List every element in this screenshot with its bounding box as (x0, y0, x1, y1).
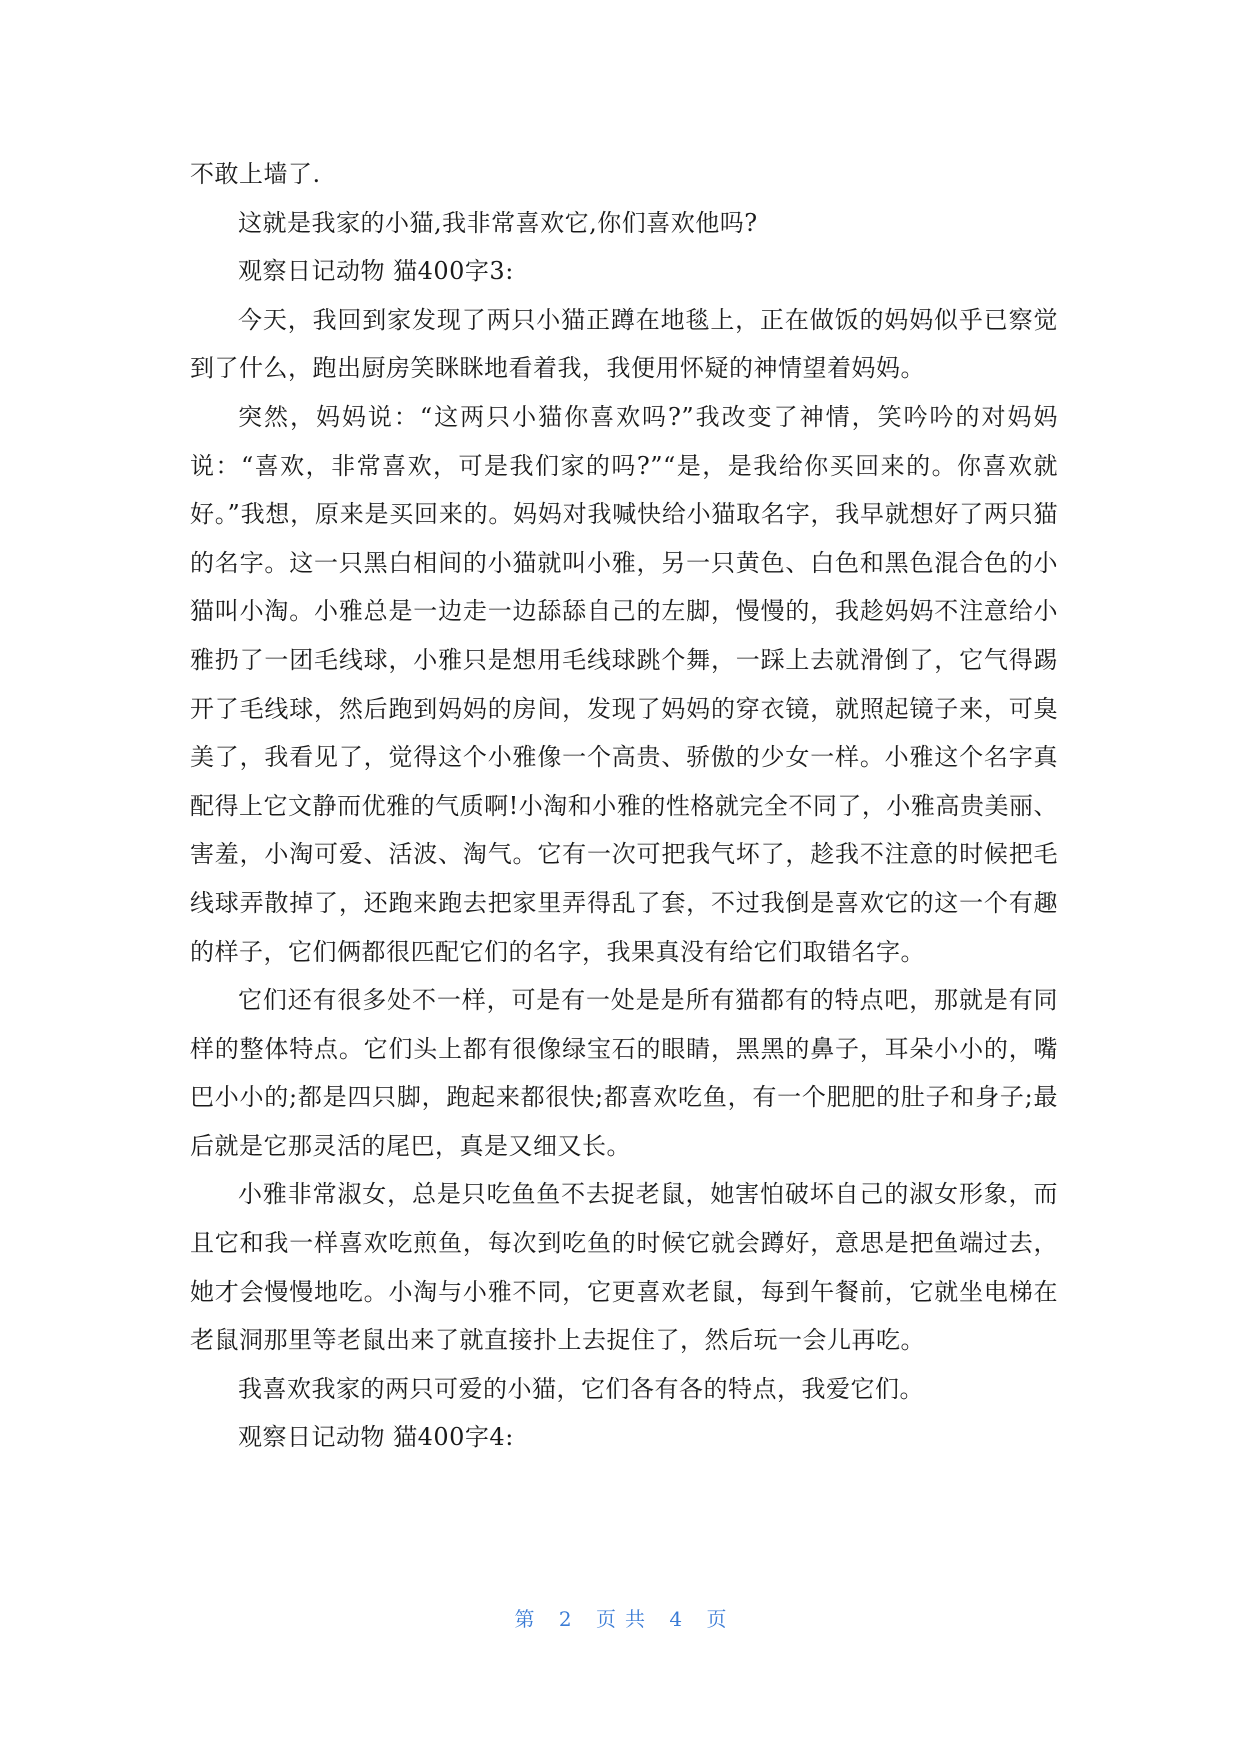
paragraph-8: 我喜欢我家的两只可爱的小猫，它们各有各的特点，我爱它们。 (238, 1374, 924, 1403)
footer-di: 第 (514, 1607, 535, 1631)
document-body (190, 150, 1058, 1462)
page-footer (0, 1603, 1241, 1632)
section-heading-4: 观察日记动物 猫400字4: (238, 1423, 514, 1452)
section-heading-3: 观察日记动物 猫400字3: (238, 257, 514, 286)
paragraph-7: 小雅非常淑女，总是只吃鱼鱼不去捉老鼠，她害怕破坏自己的淑女形象，而且它和我一样喜欢吃煎鱼，每次到吃鱼的时候它就会蹲好，意思是把鱼端过去，她才会慢慢地吃。小淘与小雅不同，它更喜欢老鼠，每到午餐前，它就坐电梯在老鼠洞那里等老鼠出来了就直接扑上去捉住了，然后玩一会儿再吃。 (190, 1180, 1058, 1355)
paragraph-4: 今天，我回到家发现了两只小猫正蹲在地毯上，正在做饭的妈妈似乎已察觉到了什么，跑出厨房笑眯眯地看着我，我便用怀疑的神情望着妈妈。 (190, 305, 1058, 383)
paragraph-6: 它们还有很多处不一样，可是有一处是是所有猫都有的特点吧，那就是有同样的整体特点。它们头上都有很像绿宝石的眼睛，黑黑的鼻子，耳朵小小的，嘴巴小小的;都是四只脚，跑起来都很快;都喜欢吃鱼，有一个肥肥的肚子和身子;最后就是它那灵活的尾巴，真是又细又长。 (190, 986, 1058, 1160)
footer-ye2: 页 (706, 1607, 727, 1631)
footer-ye: 页 (596, 1607, 616, 1631)
footer-gong: 共 (625, 1607, 645, 1631)
footer-total-pages: 4 (669, 1607, 683, 1631)
paragraph-5: 突然，妈妈说：“这两只小猫你喜欢吗?”我改变了神情，笑吟吟的对妈妈说：“喜欢，非常喜欢，可是我们家的吗?”“是，是我给你买回来的。你喜欢就好。”我想，原来是买回来的。妈妈对我喊快给小猫取名字，我早就想好了两只猫的名字。这一只黑白相间的小猫就叫小雅，另一只黄色、白色和黑色混合色的小猫叫小淘。小雅总是一边走一边舔舔自己的左脚，慢慢的，我趁妈妈不注意给小雅扔了一团毛线球，小雅只是想用毛线球跳个舞，一踩上去就滑倒了，它气得踢开了毛线球，然后跑到妈妈的房间，发现了妈妈的穿衣镜，就照起镜子来，可臭美了，我看见了，觉得这个小雅像一个高贵、骄傲的少女一样。小雅这个名字真配得上它文静而优雅的气质啊!小淘和小雅的性格就完全不同了，小雅高贵美丽、害羞，小淘可爱、活波、淘气。它有一次可把我气坏了，趁我不注意的时候把毛线球弄散掉了，还跑来跑去把家里弄得乱了套，不过我倒是喜欢它的这一个有趣的样子，它们俩都很匹配它们的名字，我果真没有给它们取错名字。 (190, 402, 1058, 966)
paragraph-1: 不敢上墙了. (190, 160, 321, 188)
paragraph-2: 这就是我家的小猫,我非常喜欢它,你们喜欢他吗? (238, 208, 758, 237)
footer-page-number: 2 (558, 1607, 572, 1631)
